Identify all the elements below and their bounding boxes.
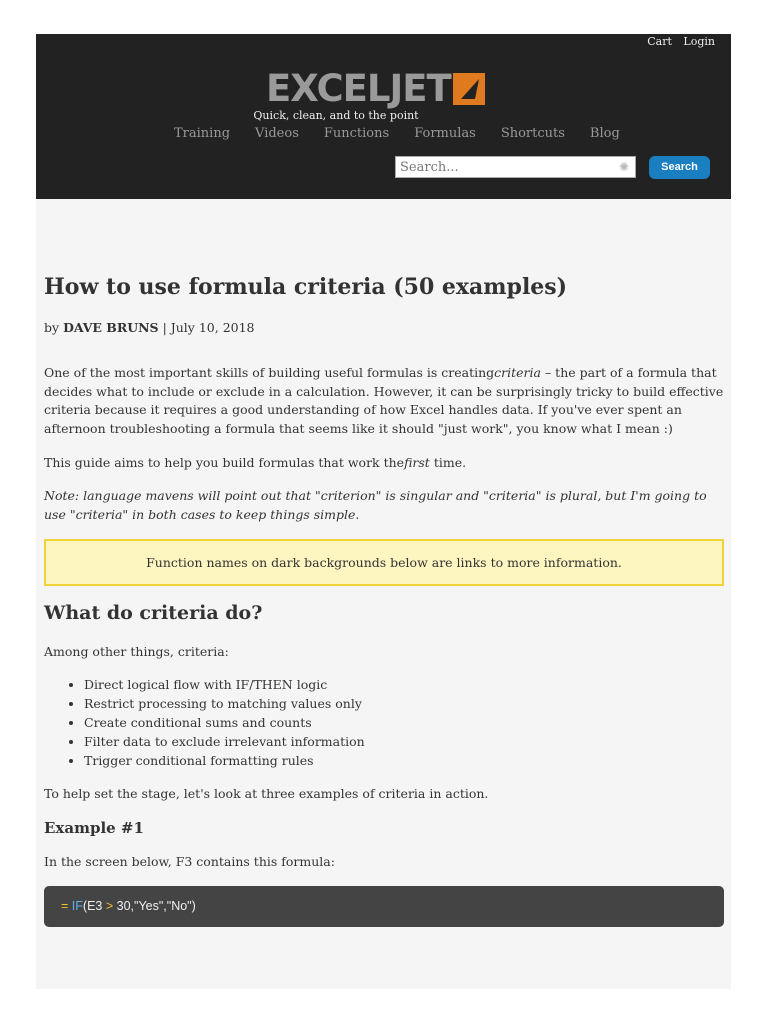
login-link[interactable]: Login xyxy=(683,35,715,48)
byline xyxy=(44,320,255,335)
nav-formulas[interactable]: Formulas xyxy=(414,126,476,141)
stage-paragraph: To help set the stage, let's look at three examples of criteria in action. xyxy=(44,786,489,801)
list-item: • Create conditional sums and counts xyxy=(84,713,365,732)
guide-paragraph xyxy=(44,454,724,473)
among-paragraph: Among other things, criteria: xyxy=(44,644,229,659)
formula-function-link[interactable]: IF xyxy=(71,899,83,913)
author-link[interactable]: DAVE BRUNS xyxy=(63,320,159,335)
logo-arrow-icon xyxy=(453,73,485,105)
formula-arg-a: (E3 xyxy=(82,899,103,913)
nav-training[interactable]: Training xyxy=(174,126,231,141)
nav-blog[interactable]: Blog xyxy=(589,126,620,141)
main-nav xyxy=(174,126,645,141)
intro-text-b: – the part of a formula that decides what to include or exclude in a calculation. However, it can be surprisingly tricky to build effective criteria because it requires a good understanding of how Excel handles data. If you've ever spent an afternoon troubleshooting a formula that seems like it should "just work", you know what I mean :) xyxy=(44,365,724,436)
criteria-list xyxy=(84,675,365,770)
list-item: • Direct logical flow with IF/THEN logic xyxy=(84,675,365,694)
exceljet-logo[interactable] xyxy=(266,69,485,109)
page xyxy=(36,34,731,989)
search-input[interactable] xyxy=(395,156,636,178)
spinner-icon: ✺ xyxy=(618,160,630,174)
nav-functions[interactable]: Functions xyxy=(323,126,390,141)
nav-shortcuts[interactable]: Shortcuts xyxy=(500,126,565,141)
guide-emphasis: first xyxy=(404,455,430,470)
formula-equals: = xyxy=(61,899,69,913)
section-heading: What do criteria do? xyxy=(44,602,263,624)
utility-links xyxy=(639,35,715,48)
site-header xyxy=(36,34,731,199)
screen-paragraph: In the screen below, F3 contains this formula: xyxy=(44,854,335,869)
guide-text-b: time. xyxy=(429,455,467,470)
tagline: Quick, clean, and to the point xyxy=(253,109,419,122)
list-item: • Filter data to exclude irrelevant information xyxy=(84,732,365,751)
intro-paragraph xyxy=(44,364,724,438)
formula-code-block xyxy=(44,886,724,927)
info-notice: Function names on dark backgrounds below are links to more information. xyxy=(44,539,724,586)
page-title: How to use formula criteria (50 examples) xyxy=(44,274,568,300)
search-button[interactable]: Search xyxy=(649,156,710,179)
note-paragraph: Note: language mavens will point out that "criterion" is singular and "criteria" is plural, but I'm going to use "criteria" in both cases to keep things simple. xyxy=(44,488,707,522)
post-date: | July 10, 2018 xyxy=(162,320,255,335)
byline-by: by xyxy=(44,320,60,335)
intro-emphasis: criteria xyxy=(494,365,541,380)
example-heading: Example #1 xyxy=(44,819,144,837)
list-item: • Trigger conditional formatting rules xyxy=(84,751,365,770)
list-item: • Restrict processing to matching values only xyxy=(84,694,365,713)
nav-videos[interactable]: Videos xyxy=(255,126,299,141)
intro-text-a: One of the most important skills of building useful formulas is creating xyxy=(44,365,495,380)
search-placeholder: Search... xyxy=(400,159,459,175)
logo-text: EXCELJET xyxy=(266,67,451,110)
guide-text-a: This guide aims to help you build formulas that work the xyxy=(44,455,405,470)
formula-arg-b: 30,"Yes","No") xyxy=(116,899,196,913)
cart-link[interactable]: Cart xyxy=(647,35,672,48)
formula-operator: > xyxy=(105,899,114,913)
